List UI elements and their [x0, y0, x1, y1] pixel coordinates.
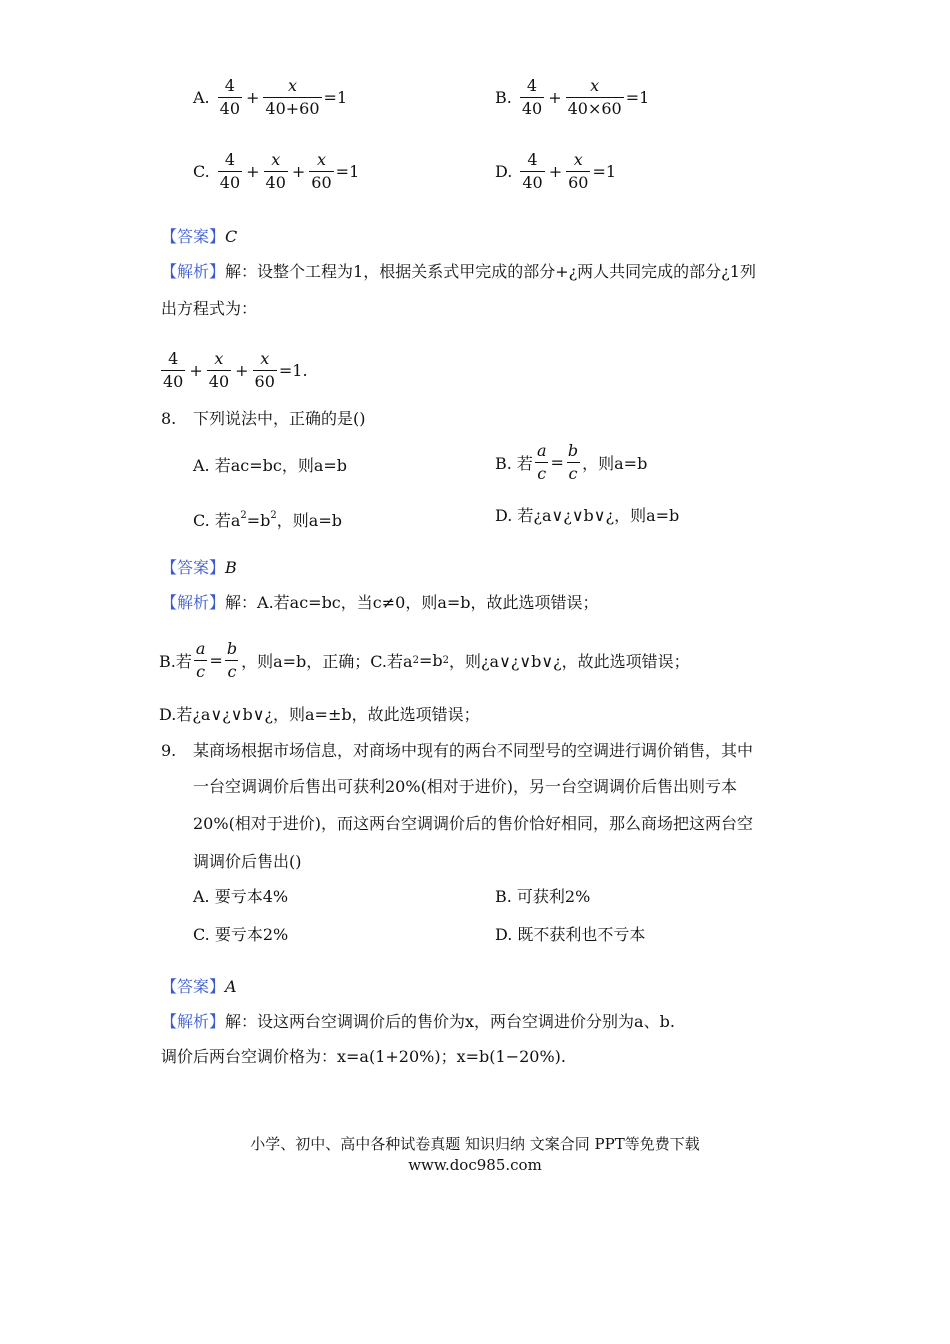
fraction: $\frac{x}{40}$: [208, 349, 230, 391]
q8-analysis-line3: D.若¿a∨¿∨b∨¿，则a=±b，故此选项错误；: [159, 705, 480, 724]
fraction: $\frac{a}{c}$: [536, 441, 547, 483]
q8-answer: 【答案】B: [161, 558, 237, 577]
option-label: A.: [193, 88, 210, 107]
answer-tag: 【答案】: [161, 558, 226, 577]
q8-option-b: B. 若 $\frac{a}{c}$ = $\frac{b}{c}$ ，则a=b: [495, 441, 648, 483]
q9-analysis: 【解析】解：设这两台空调调价后的售价为x，两台空调进价分别为a、b.: [161, 1012, 675, 1031]
q7-option-d: D. $\frac{4}{40}$ + $\frac{x}{60}$ =1: [495, 150, 617, 192]
q8-stem: 下列说法中，正确的是(): [193, 409, 366, 428]
q7-option-b: B. $\frac{4}{40}$ + $\frac{x}{40\times 60}$ =1: [495, 76, 650, 118]
q9-answer: 【答案】A: [161, 977, 237, 996]
q7-option-c: C. $\frac{4}{40}$ + $\frac{x}{40}$ + $\frac{x}{60}$ =1: [193, 150, 360, 192]
fraction: $\frac{a}{c}$: [195, 639, 206, 681]
q7-equation: $\frac{4}{40}$ + $\frac{x}{40}$ + $\frac{x}{60}$ =1.: [163, 349, 308, 391]
q9-analysis-line2: 调价后两台空调价格为：x=a(1+20%)；x=b(1−20%).: [161, 1047, 566, 1066]
q9-stem-line4: 调调价后售出(): [193, 852, 302, 871]
analysis-tag: 【解析】: [161, 1012, 226, 1031]
q7-analysis: 【解析】解：设整个工程为1，根据关系式甲完成的部分+¿两人共同完成的部分¿1列: [161, 262, 756, 281]
analysis-tag: 【解析】: [161, 262, 226, 281]
q7-answer: 【答案】C: [161, 227, 238, 246]
fraction: $\frac{4}{40}$: [219, 76, 240, 118]
q9-stem-line2: 一台空调调价后售出可获利20%(相对于进价)，另一台空调调价后售出则亏本: [193, 777, 738, 796]
footer-text: 小学、初中、高中各种试卷真题 知识归纳 文案合同 PPT等免费下载: [250, 1135, 700, 1153]
fraction: $\frac{4}{40}$: [163, 349, 184, 391]
fraction: $\frac{x}{60}$: [254, 349, 275, 391]
q7-analysis-line2: 出方程式为：: [161, 299, 258, 318]
answer-tag: 【答案】: [161, 977, 226, 996]
fraction: $\frac{x}{40+60}$: [265, 76, 320, 118]
q8-analysis: 【解析】解：A.若ac=bc，当c≠0，则a=b，故此选项错误；: [161, 593, 599, 612]
q8-number: 8.: [161, 409, 177, 428]
q8-analysis-line2: B.若 $\frac{a}{c}$ = $\frac{b}{c}$ ，则a=b，正确；C.若a 2 =b 2 ，则¿a∨¿∨b∨¿，故此选项错误；: [159, 639, 690, 681]
answer-tag: 【答案】: [161, 227, 226, 246]
q9-stem-line1: 某商场根据市场信息，对商场中现有的两台不同型号的空调进行调价销售，其中: [193, 741, 754, 760]
q9-option-b: B. 可获利2%: [495, 887, 591, 906]
fraction: $\frac{x}{60}$: [311, 150, 332, 192]
q7-option-a: A. $\frac{4}{40}$ + $\frac{x}{40+60}$ =1: [193, 76, 348, 118]
q8-option-a: A. 若ac=bc，则a=b: [193, 456, 348, 475]
fraction: $\frac{b}{c}$: [226, 639, 238, 681]
q9-option-c: C. 要亏本2%: [193, 925, 289, 944]
footer-url[interactable]: www.doc985.com: [408, 1156, 542, 1174]
q9-number: 9.: [161, 741, 177, 760]
q9-option-d: D. 既不获利也不亏本: [495, 925, 646, 944]
fraction: $\frac{x}{60}$: [568, 150, 589, 192]
fraction: $\frac{b}{c}$: [567, 441, 579, 483]
q8-option-d: D. 若¿a∨¿∨b∨¿，则a=b: [495, 506, 680, 525]
fraction: $\frac{4}{40}$: [521, 76, 543, 118]
q9-stem-line3: 20%(相对于进价)，而这两台空调调价后的售价恰好相同，那么商场把这两台空: [193, 814, 754, 833]
analysis-tag: 【解析】: [161, 593, 226, 612]
fraction: $\frac{4}{40}$: [219, 150, 241, 192]
fraction: $\frac{x}{40}$: [265, 150, 286, 192]
fraction: $\frac{x}{40\times 60}$: [567, 76, 622, 118]
option-label: B.: [495, 88, 512, 107]
q9-option-a: A. 要亏本4%: [193, 887, 289, 906]
option-label: C.: [193, 162, 210, 181]
fraction: $\frac{4}{40}$: [522, 150, 543, 192]
option-label: D.: [495, 162, 513, 181]
q8-option-c: C. 若$a^2=b^2$，则a=b: [193, 510, 342, 530]
